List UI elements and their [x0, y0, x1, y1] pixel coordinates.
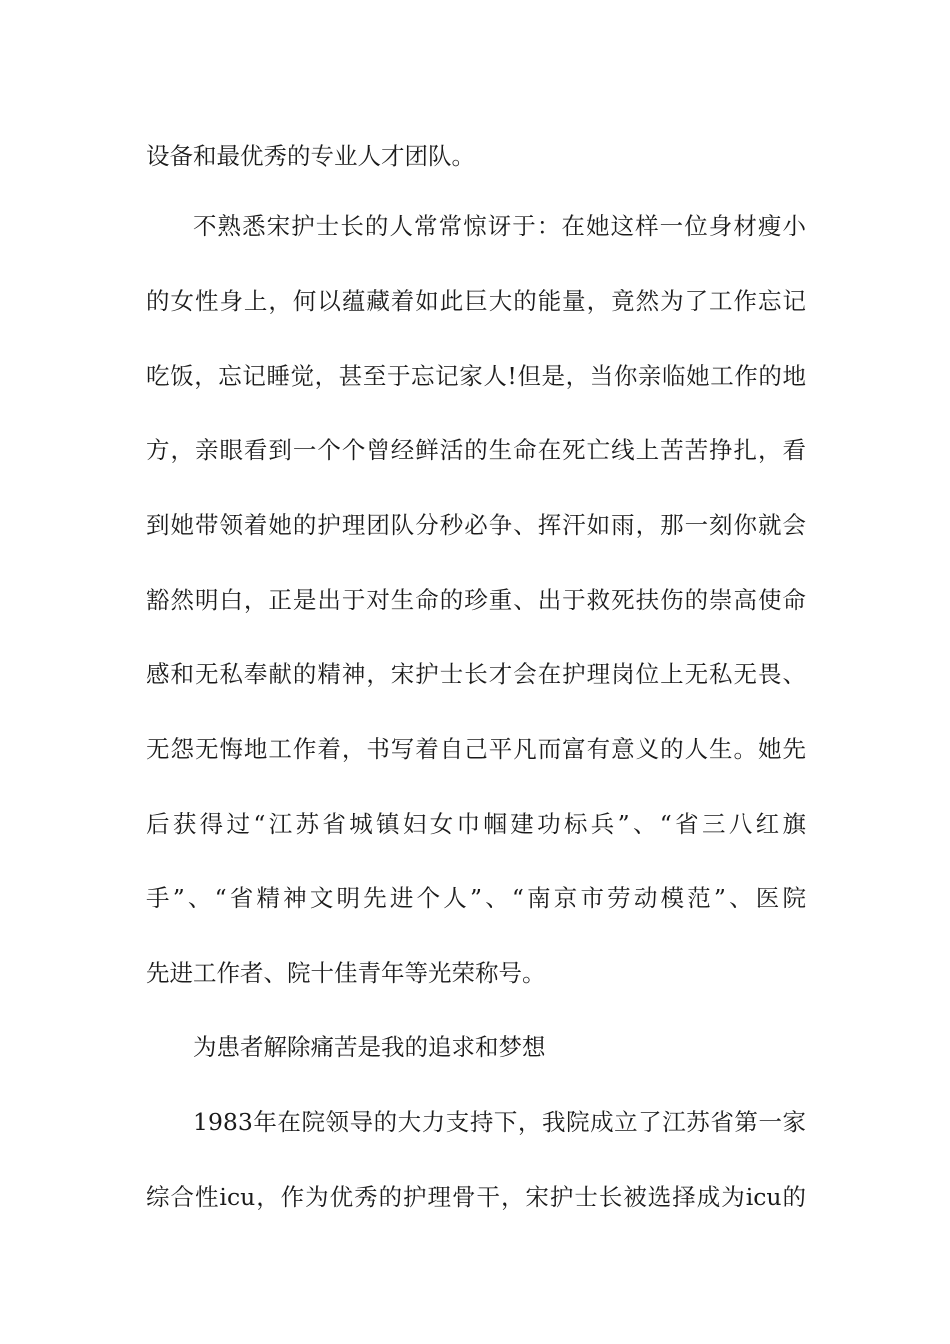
text-line: 到她带领着她的护理团队分秒必争、挥汗如雨，那一刻你就会 [146, 511, 806, 539]
text-line: 无怨无悔地工作着，书写着自己平凡而富有意义的人生。她先 [146, 735, 806, 763]
text-line: 综合性icu，作为优秀的护理骨干，宋护士长被选择成为icu的 [146, 1183, 806, 1211]
text-line: 1983年在院领导的大力支持下，我院成立了江苏省第一家 [193, 1108, 806, 1136]
text-line: 先进工作者、院十佳青年等光荣称号。 [146, 959, 546, 987]
text-line: 手”、“省精神文明先进个人”、“南京市劳动模范”、医院 [146, 884, 806, 912]
text-line: 后获得过“江苏省城镇妇女巾帼建功标兵”、“省三八红旗 [146, 810, 806, 838]
text-line: 吃饭，忘记睡觉，甚至于忘记家人!但是，当你亲临她工作的地 [146, 362, 806, 390]
text-line: 不熟悉宋护士长的人常常惊讶于：在她这样一位身材瘦小 [193, 212, 806, 240]
text-line: 感和无私奉献的精神，宋护士长才会在护理岗位上无私无畏、 [146, 660, 806, 688]
text-line: 的女性身上，何以蕴藏着如此巨大的能量，竟然为了工作忘记 [146, 287, 806, 315]
section-heading: 为患者解除痛苦是我的追求和梦想 [193, 1033, 546, 1061]
text-line: 方，亲眼看到一个个曾经鲜活的生命在死亡线上苦苦挣扎，看 [146, 436, 806, 464]
text-line: 豁然明白，正是出于对生命的珍重、出于救死扶伤的崇高使命 [146, 586, 806, 614]
text-line: 设备和最优秀的专业人才团队。 [146, 142, 475, 170]
